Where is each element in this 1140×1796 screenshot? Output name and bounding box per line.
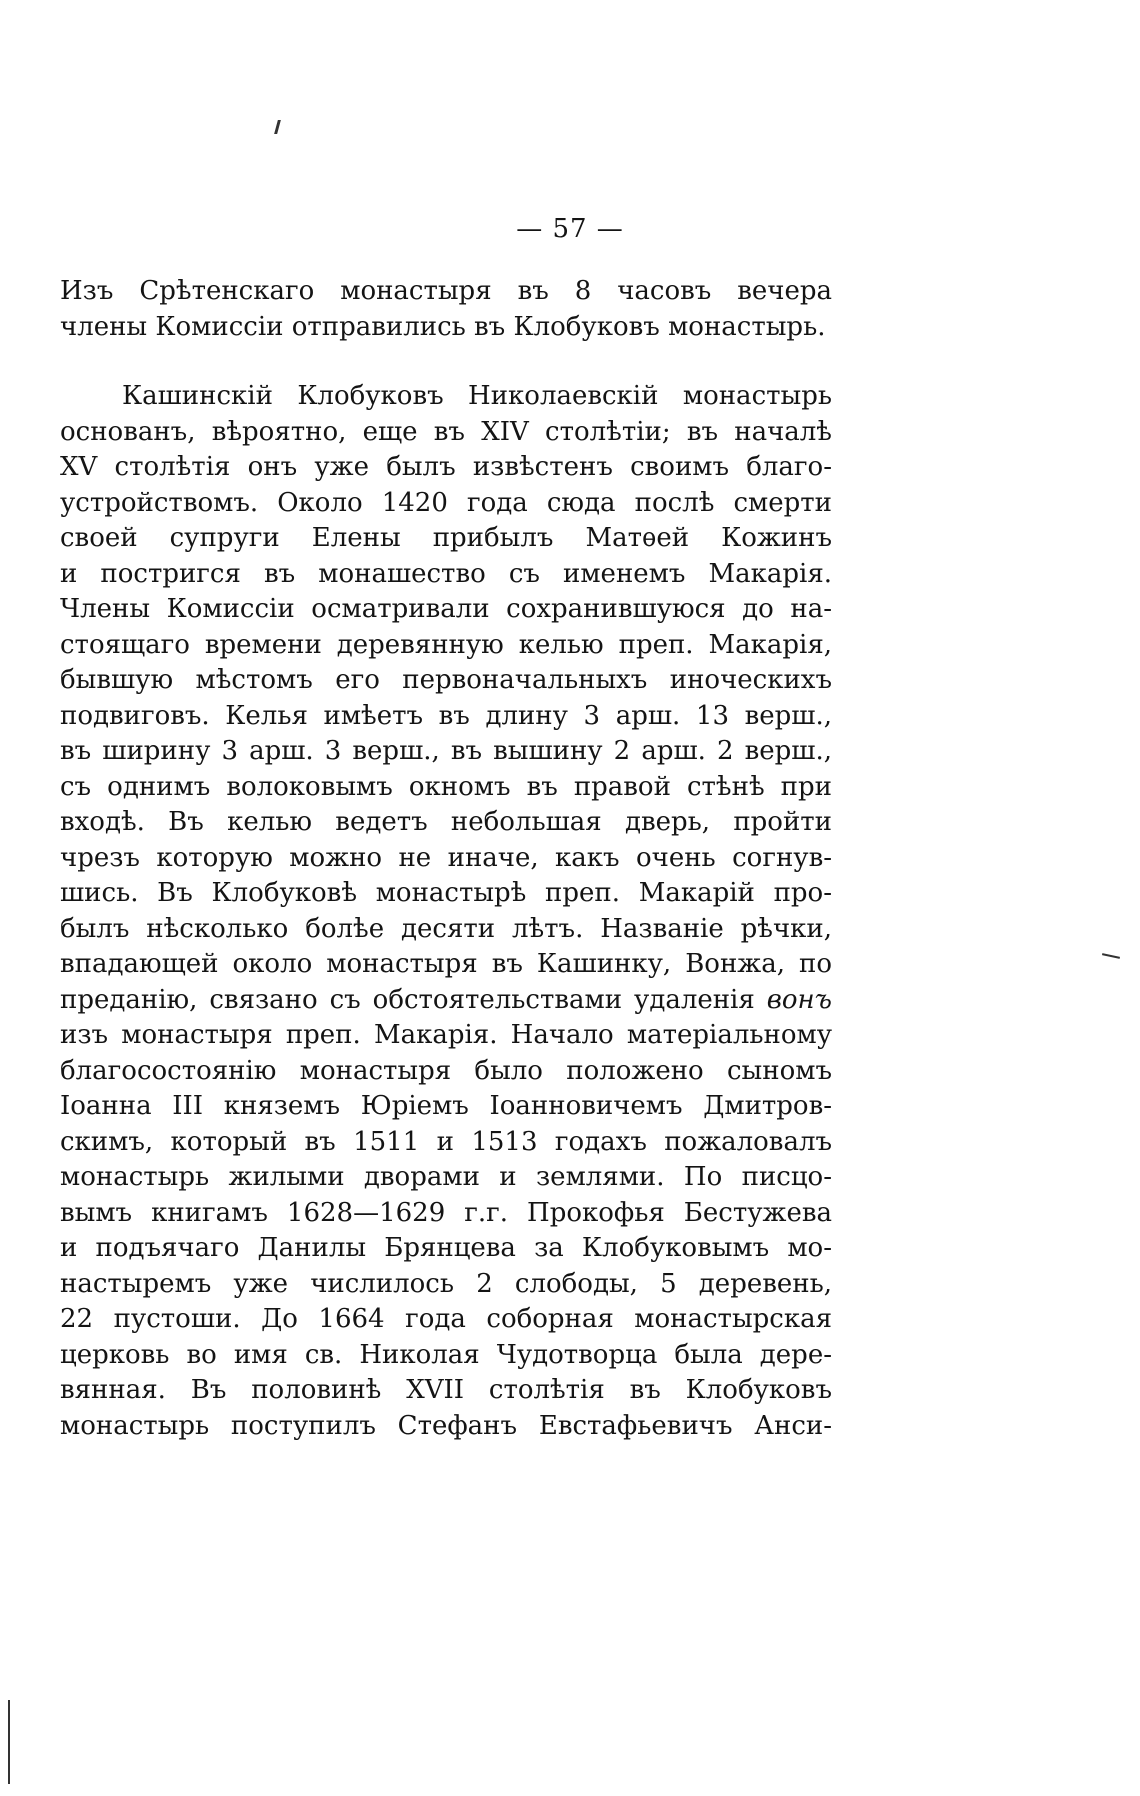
text-line: Члены Комиссіи осматривали сохранившуюся до на- [60,594,832,624]
paragraph-2 [60,379,832,1444]
text-line: устройствомъ. Около 1420 года сюда послѣ смерти [60,487,832,518]
text-line: настыремъ уже числилось 2 слободы, 5 деревень, [60,1268,832,1299]
text-line: подвиговъ. Келья имѣетъ въ длину 3 арш. 13 верш., [60,700,832,731]
text-line: вянная. Въ половинѣ XVII столѣтія въ Клобуковъ [60,1375,832,1405]
text-line: монастырь жилыми дворами и землями. По писцо- [60,1162,832,1192]
stray-mark [274,120,281,134]
text-line: монастырь поступилъ Стефанъ Евстафьевичъ Анси- [60,1410,832,1441]
text-line: 22 пустоши. До 1664 года соборная монастырская [60,1304,832,1334]
text-line: Кашинскій Клобуковъ Николаевскій монастырь [122,381,832,411]
text-line: Изъ Срѣтенскаго монастыря въ 8 часовъ вечера [60,276,832,306]
paragraph-1 [60,274,832,345]
text-line: чрезъ которую можно не иначе, какъ очень согнув- [60,842,832,873]
text-line: XV столѣтія онъ уже былъ извѣстенъ своимъ благо- [60,452,832,482]
text-line: основанъ, вѣроятно, еще въ XIV столѣтіи; въ началѣ [60,416,832,447]
text-line: съ однимъ волоковымъ окномъ въ правой стѣнѣ при [60,771,832,802]
page-number: — 57 — [516,214,624,244]
text-line: въ ширину 3 арш. 3 верш., въ вышину 2 арш. 2 верш., [60,736,832,766]
text-line: былъ нѣсколько болѣе десяти лѣтъ. Названіе рѣчки, [60,913,832,944]
text-line: члены Комиссіи отправились въ Клобуковъ монастырь. [60,311,826,342]
text-line: вымъ книгамъ 1628—1629 г.г. Прокофья Бестужева [60,1197,832,1228]
text-line: и подъячаго Данилы Брянцева за Клобуковымъ мо- [60,1233,832,1263]
text-line: и постригся въ монашество съ именемъ Макарія. [60,558,832,589]
text-line: изъ монастыря преп. Макарія. Начало матеріальному [60,1020,832,1050]
text-line: шись. Въ Клобуковѣ монастырѣ преп. Макарій про- [60,878,832,908]
stray-mark [1102,953,1120,959]
text-line: впадающей около монастыря въ Кашинку, Вонжа, по [60,949,832,979]
text-line: Іоанна III княземъ Юріемъ Іоанновичемъ Дмитров- [60,1091,832,1121]
page-edge-mark [8,1700,10,1784]
text-line: церковь во имя св. Николая Чудотворца была дере- [60,1339,832,1370]
text-line: своей супруги Елены прибылъ Матѳей Кожинъ [60,523,832,553]
text-line: скимъ, который въ 1511 и 1513 годахъ пожаловалъ [60,1126,832,1157]
text-line: стоящаго времени деревянную келью преп. Макарія, [60,629,832,660]
text-segment: преданію, связано съ обстоятельствами удаленія [60,984,755,1015]
text-line: бывшую мѣстомъ его первоначальныхъ иноческихъ [60,665,832,695]
text-line-with-italic [60,983,832,1019]
text-line: входѣ. Въ келью ведетъ небольшая дверь, пройти [60,807,832,837]
italic-word: вонъ [766,984,832,1015]
text-line: благосостоянію монастыря было положено сыномъ [60,1055,832,1086]
